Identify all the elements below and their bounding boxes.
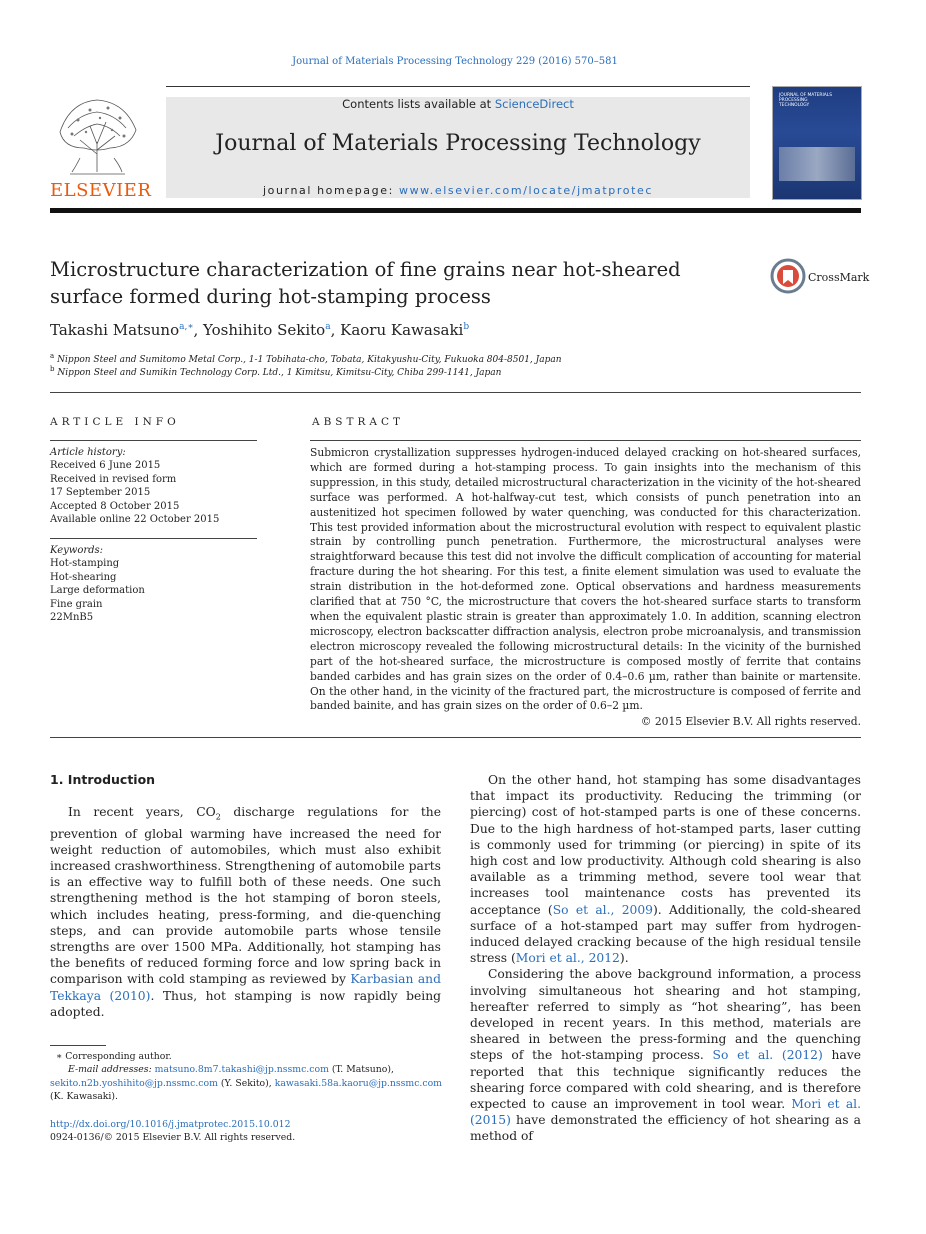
body-column-left: In recent years, $CO_2$ discharge regulations for the prevention of global warming have increased the need for weight reduction of automobiles, which must also exhibit increased crashworthiness. Strengthening of automobile parts is an effective way to fulfill both of these needs. One such strengthening method is the hot stamping of boron steels, which includes heating, press-forming, and die-quenching steps, and can provide automobile parts whose tensile strengths are over 1500 MPa. Additionally, hot stamping has the benefits of reduced forming force and low spring back in comparison with cold stamping as reviewed by Karbasian and Tekkaya (2010). Thus, hot stamping is now rapidly being adopted.: [50, 805, 442, 1019]
article-info-heading: ARTICLE INFO: [50, 416, 180, 428]
elsevier-wordmark: ELSEVIER: [50, 180, 152, 201]
journal-title: Journal of Materials Processing Technology: [215, 131, 701, 156]
abstract-rule: [310, 440, 861, 441]
journal-reference[interactable]: Journal of Materials Processing Technology 229 (2016) 570–581: [292, 56, 618, 67]
author-list: Takashi Matsuno$^{a,∗}$, Yoshihito Sekito$^a$, Kaoru Kawasaki$^b$: [50, 321, 470, 339]
affiliation: $^b$ Nippon Steel and Sumikin Technology Corp. Ltd., 1 Kimitsu, Kimitsu-City, Chiba 299-1141, Japan: [50, 365, 502, 378]
section-rule: [50, 392, 861, 393]
contents-line: Contents lists available at ScienceDirect: [342, 97, 574, 111]
doi-link[interactable]: http://dx.doi.org/10.1016/j.jmatprotec.2015.10.012: [50, 1119, 291, 1130]
author-name: Yoshihito Sekito: [203, 321, 326, 339]
citation-link[interactable]: Karbasian and Tekkaya (2010): [50, 972, 441, 1003]
doi-block: [50, 1118, 295, 1145]
section-rule: [50, 737, 861, 738]
keywords-list: Keywords: Hot-stamping Hot-shearing Large deformation Fine grain 22MnB5: [50, 544, 260, 624]
author-name: Kaoru Kawasaki: [340, 321, 464, 339]
keyword: Hot-stamping: [50, 558, 120, 570]
homepage-link[interactable]: www.elsevier.com/locate/jmatprotec: [398, 184, 654, 197]
sciencedirect-link[interactable]: ScienceDirect: [494, 97, 574, 111]
keyword: Large deformation: [50, 585, 145, 597]
email-link[interactable]: kawasaki.58a.kaoru@jp.nssmc.com: [274, 1077, 442, 1089]
abstract-heading: ABSTRACT: [312, 416, 405, 428]
keyword: Hot-shearing: [50, 571, 117, 583]
cover-title: JOURNAL OF MATERIALS PROCESSING TECHNOLOGY: [779, 93, 833, 109]
article-history: Article history: Received 6 June 2015 Received in revised form 17 September 2015 Accepted 8 October 2015 Available online 22 October 2015: [50, 447, 220, 526]
author-affil-marker[interactable]: a,∗: [179, 322, 194, 332]
abstract-copyright: © 2015 Elsevier B.V. All rights reserved.: [640, 715, 861, 729]
section-heading-introduction: 1. Introduction: [50, 772, 156, 787]
header-thick-rule: [50, 208, 861, 213]
header-top-rule: [166, 86, 750, 87]
citation-link[interactable]: Mori et al., 2012: [515, 951, 620, 966]
footnote-rule: [50, 1045, 106, 1046]
citation-link[interactable]: So et al. (2012): [712, 1048, 823, 1063]
author-name: Takashi Matsuno: [50, 321, 180, 339]
author-affil-marker[interactable]: b: [463, 322, 470, 332]
affiliation: $^a$ Nippon Steel and Sumitomo Metal Corp., 1-1 Tobihata-cho, Tobata, Kitakyushu-City, Fukuoka 804-8501, Japan: [50, 352, 562, 365]
corresponding-author-note: ∗ Corresponding author.: [56, 1051, 172, 1062]
citation-link[interactable]: So et al., 2009: [552, 902, 653, 917]
crossmark-label[interactable]: CrossMark: [808, 271, 870, 284]
footnotes: ∗ Corresponding author. E-mail addresses: matsuno.8m7.takashi@jp.nssmc.com (T. Matsuno), sekito.n2b.yoshihito@jp.nssmc.com (Y. Sekito), kawasaki.58a.kaoru@jp.nssmc.com (K. Kawasaki).: [50, 1050, 450, 1104]
email-link[interactable]: matsuno.8m7.takashi@jp.nssmc.com: [154, 1064, 329, 1076]
citation-link[interactable]: Mori et al. (2015): [470, 1097, 861, 1128]
journal-cover-image: [772, 86, 862, 200]
keyword: Fine grain: [50, 598, 103, 610]
author-affil-marker[interactable]: a: [325, 322, 331, 332]
article-info-rule: [50, 440, 257, 441]
keywords-rule: [50, 538, 257, 539]
body-column-right: On the other hand, hot stamping has some disadvantages that impact its productivity. Reducing the trimming (or piercing) cost of hot-stamped parts is one of these concerns. Due to the high hardness of hot-stamped parts, laser cutting is commonly used for trimming (or piercing) in spite of its high cost and low productivity. Although cold shearing is also available as a trimming method, severe tool wear that increases tool maintenance costs has prevented its acceptance (So et al., 2009). Additionally, the cold-sheared surface of a hot-stamped part may suffer from hydrogen-induced delayed cracking because of the high residual tensile stress (Mori et al., 2012). Considering the above background information, a process involving simultaneous hot shearing and hot stamping, hereafter referred to simply as “hot shearing”, has been developed in recent years. In this method, materials are sheared in between the press-forming and the quenching steps of the hot-stamping process. So et al. (2012) have reported that this technique significantly reduces the shearing force compared with cold shearing, and is therefore expected to cause an improvement in tool wear. Mori et al. (2015) have demonstrated the efficiency of hot shearing as a method of: [470, 773, 861, 1144]
abstract-body: Submicron crystallization suppresses hydrogen-induced delayed cracking on hot-sheared surfaces, which are formed during a hot-stamping process. To gain insights into the mechanism of this suppression, in this study, detailed microstructural characterization in the vicinity of the hot-sheared surface was performed. A hot-halfway-cut test, which consists of punch penetration into an austenitized hot specimen followed by water quenching, was conducted for this characterization. This test provided information about the microstructural evolution with respect to equivalent plastic strain by controlling punch penetration. Furthermore, the microstructural analyses were straightforward because this test did not involve the difficult complication of accounting for material fracture during the hot shearing. For this test, a finite element simulation was used to evaluate the strain distribution in the hot-deformed zone. Optical observations and hardness measurements clarified that at 750 °C, the microstructure that covers the hot-sheared surface starts to transform when the equivalent plastic strain is greater than approximately 1.0. In addition, scanning electron microscopy, electron backscatter diffraction analysis, electron probe microanalysis, and transmission electron microscopy revealed the following microstructural details: In the vicinity of the burnished part of the hot-sheared surface, the microstructure is composed mostly of ferrite that contains banded carbides and has grain sizes on the order of 0.4–0.6 µm, rather than bainite or martensite. On the other hand, in the vicinity of the fractured part, the microstructure is composed of ferrite and banded bainite, and has grain sizes on the order of 0.6–2 µm. © 2015 Elsevier B.V. All rights reserved.: [310, 446, 861, 729]
cover-picture: [779, 147, 855, 181]
keyword: 22MnB5: [50, 612, 94, 624]
issn-copyright: 0924-0136/© 2015 Elsevier B.V. All rights reserved.: [50, 1132, 296, 1144]
article-title: Microstructure characterization of fine grains near hot-sheared surface formed during hot-stamping process: [50, 258, 681, 308]
email-link[interactable]: sekito.n2b.yoshihito@jp.nssmc.com: [50, 1077, 218, 1089]
journal-homepage: journal homepage: www.elsevier.com/locate/jmatprotec: [262, 184, 654, 197]
